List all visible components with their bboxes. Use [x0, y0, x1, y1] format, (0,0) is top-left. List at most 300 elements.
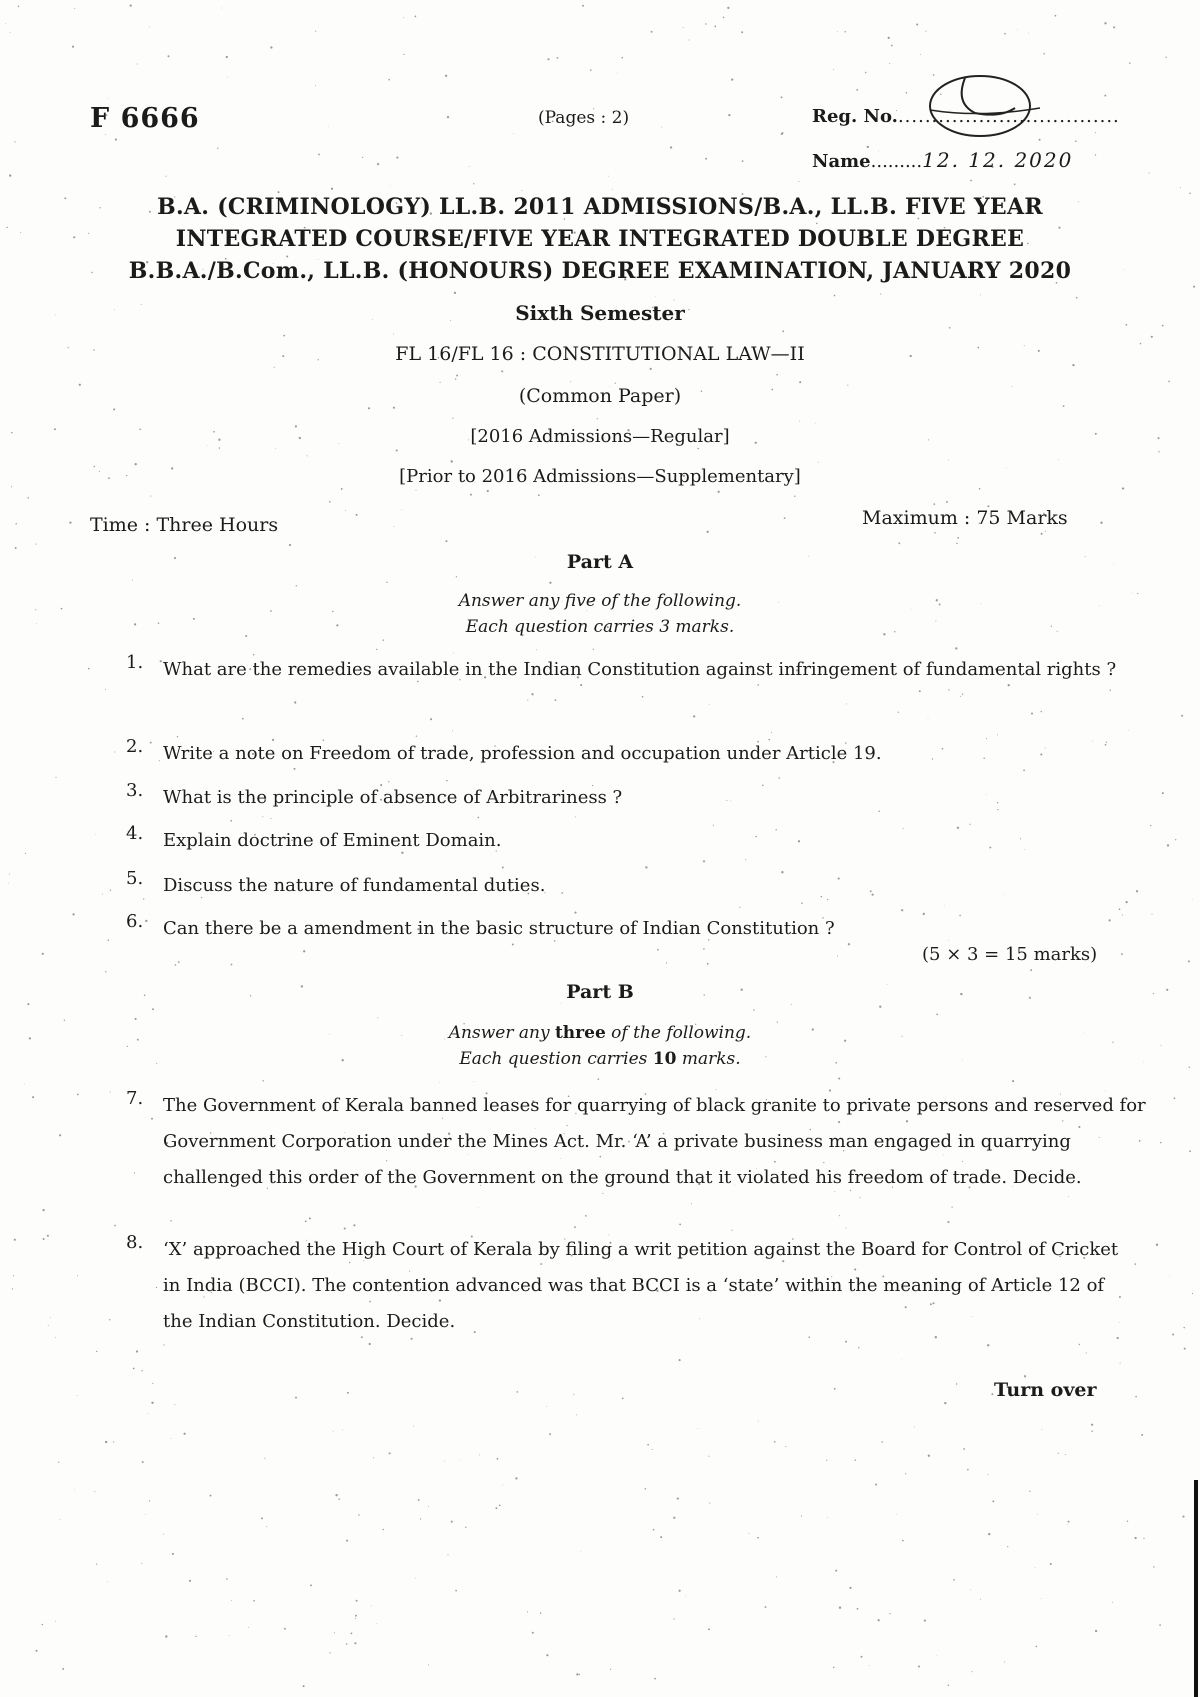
- speckle: [963, 1448, 965, 1450]
- speckle: [673, 1618, 674, 1619]
- speckle: [24, 1084, 25, 1085]
- speckle: [654, 1678, 656, 1680]
- speckle: [861, 1656, 863, 1658]
- speckle: [924, 1620, 926, 1622]
- speckle: [1172, 1334, 1174, 1336]
- speckle: [962, 694, 963, 695]
- speckle: [148, 1413, 149, 1414]
- speckle: [14, 1239, 16, 1241]
- speckle: [731, 78, 733, 80]
- speckle: [1167, 844, 1169, 846]
- speckle: [891, 45, 893, 47]
- speckle: [1017, 29, 1018, 30]
- speckle: [745, 859, 746, 860]
- speckle: [1193, 286, 1195, 288]
- speckle: [1169, 1275, 1170, 1276]
- speckle: [178, 961, 180, 963]
- speckle: [844, 31, 846, 33]
- speckle: [43, 1238, 45, 1240]
- speckle: [970, 180, 972, 182]
- speckle: [295, 1397, 297, 1399]
- speckle: [1156, 1244, 1158, 1246]
- speckle: [781, 96, 783, 98]
- speckle: [932, 758, 933, 759]
- speckle: [986, 794, 987, 795]
- speckle: [1036, 1646, 1038, 1648]
- speckle: [1181, 715, 1183, 717]
- speckle: [1058, 1453, 1059, 1454]
- speckle: [857, 1608, 859, 1610]
- speckle: [183, 1433, 185, 1435]
- speckle: [5, 23, 6, 24]
- speckle: [1160, 1142, 1161, 1143]
- speckle: [942, 748, 944, 750]
- speckle: [94, 1491, 95, 1492]
- speckle: [713, 825, 714, 826]
- speckle: [333, 1431, 334, 1432]
- exam-title-line-3: B.B.A./B.Com., LL.B. (HONOURS) DEGREE EXAMINATION, JANUARY 2020: [128, 258, 1072, 284]
- speckle: [1067, 1524, 1068, 1525]
- speckle: [135, 1018, 137, 1020]
- reg-no-label: Reg. No.: [812, 106, 898, 127]
- speckle: [143, 898, 144, 899]
- speckle: [685, 1596, 686, 1597]
- speckle: [1076, 297, 1078, 299]
- speckle: [1012, 1080, 1014, 1082]
- speckle: [798, 840, 800, 842]
- speckle: [691, 1203, 692, 1204]
- speckle: [1108, 919, 1110, 921]
- speckle: [1143, 1538, 1144, 1539]
- speckle: [709, 704, 710, 705]
- speckle: [1095, 132, 1096, 133]
- speckle: [1007, 1546, 1008, 1547]
- speckle: [1045, 748, 1046, 749]
- speckle: [983, 757, 985, 759]
- speckle: [622, 57, 624, 59]
- speckle: [928, 718, 929, 719]
- speckle: [992, 1500, 994, 1502]
- speckle: [95, 834, 96, 835]
- speckle: [74, 1489, 75, 1490]
- speckle: [413, 1426, 414, 1427]
- speckle: [277, 191, 279, 193]
- speckle: [762, 785, 764, 787]
- question-text: ‘X’ approached the High Court of Kerala by filing a writ petition against the Board for Control of Cricket in India (BCCI). The contention advanced was that BCCI is a ‘state’ within the meaning of Article 12 of the Indian Constitution. Decide.: [163, 1239, 1119, 1332]
- speckle: [653, 1529, 655, 1531]
- speckle: [18, 6, 19, 7]
- speckle: [130, 4, 132, 6]
- speckle: [73, 236, 75, 238]
- speckle: [1134, 1537, 1136, 1539]
- speckle: [971, 1671, 972, 1672]
- speckle: [714, 26, 716, 28]
- speckle: [815, 423, 816, 424]
- speckle: [1050, 1563, 1052, 1565]
- speckle: [217, 148, 218, 149]
- speckle: [1086, 1352, 1087, 1353]
- speckle: [1041, 533, 1043, 535]
- speckle: [77, 1395, 78, 1396]
- speckle: [858, 1347, 859, 1348]
- speckle: [765, 1606, 767, 1608]
- speckle: [371, 1605, 372, 1606]
- speckle: [515, 1477, 517, 1479]
- speckle: [846, 703, 847, 704]
- speckle: [1174, 1097, 1176, 1099]
- speckle: [708, 1628, 710, 1630]
- part-b-heading: Part B: [566, 981, 634, 1003]
- speckle: [175, 964, 177, 966]
- speckle: [275, 448, 276, 449]
- speckle: [105, 971, 106, 972]
- speckle: [353, 1224, 355, 1226]
- speckle: [109, 1319, 110, 1320]
- speckle: [748, 1533, 749, 1534]
- paper-code: F 6666: [90, 103, 200, 134]
- speckle: [242, 718, 244, 720]
- speckle: [997, 809, 998, 810]
- speckle: [388, 79, 390, 81]
- speckle: [345, 510, 346, 511]
- speckle: [673, 1517, 675, 1519]
- speckle: [1125, 901, 1127, 903]
- speckle: [358, 1514, 359, 1515]
- question-text: What are the remedies available in the Indian Constitution against infringement of fundamental rights ?: [163, 659, 1117, 680]
- speckle: [377, 1017, 378, 1018]
- speckle: [25, 853, 26, 854]
- speckle: [270, 46, 272, 48]
- speckle: [373, 1457, 374, 1458]
- speckle: [928, 1455, 930, 1457]
- speckle: [582, 5, 584, 7]
- speckle: [522, 190, 523, 191]
- speckle: [137, 64, 138, 65]
- question-number: 2.: [126, 736, 144, 757]
- speckle: [997, 802, 998, 803]
- speckle: [576, 1673, 578, 1675]
- speckle: [1043, 53, 1045, 55]
- speckle: [1079, 1344, 1080, 1345]
- speckle: [1106, 741, 1107, 742]
- speckle: [872, 894, 874, 896]
- speckle: [55, 777, 56, 778]
- speckle: [335, 1494, 337, 1496]
- speckle: [705, 23, 706, 24]
- question-text: The Government of Kerala banned leases for quarrying of black granite to private persons and reserved for Government Corporation under the Mines Act. Mr. ‘A’ a private business man engaged in quarrying challenged this order of the Government on the ground that it violated his freedom of trade. Decide.: [163, 1095, 1146, 1188]
- speckle: [62, 1668, 64, 1670]
- speckle: [452, 730, 453, 731]
- speckle: [731, 1230, 732, 1231]
- speckle: [1182, 1516, 1184, 1518]
- speckle: [1014, 183, 1016, 185]
- part-a-instruction-1: Answer any five of the following.: [458, 591, 742, 611]
- speckle: [821, 896, 823, 898]
- question-text: What is the principle of absence of Arbitrariness ?: [163, 787, 623, 808]
- speckle: [782, 132, 784, 134]
- speckle: [315, 31, 316, 32]
- speckle: [576, 1414, 577, 1415]
- speckle: [1068, 1521, 1070, 1523]
- speckle: [799, 381, 801, 383]
- speckle: [677, 1498, 679, 1500]
- speckle: [834, 295, 836, 297]
- speckle: [1175, 839, 1176, 840]
- speckle: [64, 1020, 65, 1021]
- speckle: [1149, 172, 1150, 173]
- speckle: [835, 1570, 837, 1572]
- speckle: [1092, 741, 1093, 742]
- speckle: [755, 836, 757, 838]
- speckle: [15, 523, 17, 525]
- speckle: [615, 382, 616, 383]
- speckle: [903, 828, 904, 829]
- turn-over: Turn over: [994, 1379, 1097, 1401]
- speckle: [1180, 187, 1181, 188]
- speckle: [678, 1590, 680, 1592]
- speckle: [13, 1275, 14, 1276]
- speckle: [1025, 849, 1026, 850]
- speckle: [655, 296, 656, 297]
- speckle: [839, 1215, 840, 1216]
- speckle: [1004, 1661, 1005, 1662]
- speckle: [1028, 33, 1029, 34]
- speckle: [901, 1360, 902, 1361]
- speckle: [1100, 522, 1102, 524]
- speckle: [110, 890, 111, 891]
- speckle: [445, 75, 447, 77]
- speckle: [283, 335, 285, 337]
- speckle: [305, 1220, 307, 1222]
- question-text: Can there be a amendment in the basic structure of Indian Constitution ?: [163, 918, 835, 939]
- speckle: [846, 1227, 847, 1228]
- speckle: [114, 751, 115, 752]
- speckle: [231, 964, 233, 966]
- speckle: [35, 544, 36, 545]
- speckle: [115, 139, 117, 141]
- speckle: [987, 1344, 989, 1346]
- speckle: [114, 1225, 116, 1227]
- speckle: [127, 1046, 128, 1047]
- speckle: [163, 1534, 164, 1535]
- speckle: [501, 370, 503, 372]
- speckle: [1136, 890, 1138, 892]
- speckle: [189, 1580, 191, 1582]
- speckle: [96, 1563, 97, 1564]
- speckle: [1189, 193, 1191, 195]
- speckle: [1124, 269, 1125, 270]
- speckle: [925, 31, 926, 32]
- speckle: [1075, 140, 1077, 142]
- speckle: [1031, 712, 1033, 714]
- speckle: [870, 890, 872, 892]
- speckle: [170, 1220, 171, 1221]
- speckle: [470, 494, 472, 496]
- speckle: [310, 1584, 312, 1586]
- speckle: [266, 1526, 267, 1527]
- speckle: [708, 1456, 709, 1457]
- speckle: [226, 1578, 228, 1580]
- question-number: 1.: [126, 652, 144, 673]
- speckle: [47, 1235, 49, 1237]
- time-allowed: Time : Three Hours: [90, 514, 279, 536]
- speckle: [307, 455, 308, 456]
- speckle: [980, 1599, 981, 1600]
- speckle: [440, 382, 441, 383]
- speckle: [133, 1368, 135, 1370]
- speckle: [610, 1669, 611, 1670]
- speckle: [651, 31, 653, 33]
- speckle: [888, 37, 890, 39]
- speckle: [77, 1094, 79, 1096]
- exam-title-line-2: INTEGRATED COURSE/FIVE YEAR INTEGRATED DOUBLE DEGREE: [175, 226, 1025, 252]
- question-number: 6.: [126, 911, 144, 932]
- speckle: [318, 154, 320, 156]
- speckle: [949, 327, 951, 329]
- speckle: [469, 166, 470, 167]
- question-number: 5.: [126, 868, 144, 889]
- speckle: [799, 421, 800, 422]
- speckle: [396, 449, 398, 451]
- speckle: [354, 1642, 356, 1644]
- speckle: [547, 58, 549, 60]
- speckle: [849, 1587, 851, 1589]
- speckle: [329, 1652, 330, 1653]
- speckle: [816, 223, 818, 225]
- speckle: [289, 544, 291, 546]
- speckle: [347, 1392, 349, 1394]
- speckle: [451, 1521, 453, 1523]
- speckle: [923, 913, 925, 915]
- speckle: [416, 490, 417, 491]
- speckle: [898, 712, 899, 713]
- speckle: [1020, 838, 1021, 839]
- speckle: [231, 1600, 232, 1601]
- speckle: [96, 1351, 97, 1352]
- speckle: [151, 1118, 153, 1120]
- speckle: [944, 1402, 946, 1404]
- speckle: [901, 909, 903, 911]
- speckle: [538, 494, 540, 496]
- speckle: [439, 1082, 440, 1083]
- speckle: [782, 330, 784, 332]
- speckle: [833, 69, 834, 70]
- speckle: [650, 368, 652, 370]
- speckle: [881, 1441, 883, 1443]
- speckle: [58, 1462, 59, 1463]
- speckle: [801, 902, 803, 904]
- speckle: [919, 690, 921, 692]
- speckle: [473, 1081, 474, 1082]
- speckle: [1112, 1602, 1113, 1603]
- speckle: [875, 1483, 877, 1485]
- speckle: [622, 1398, 624, 1400]
- speckle: [698, 1428, 699, 1429]
- speckle: [459, 1459, 460, 1460]
- speckle: [726, 800, 727, 801]
- speckle: [152, 1008, 154, 1010]
- speckle: [152, 1383, 153, 1384]
- speckle: [368, 407, 370, 409]
- speckle: [91, 272, 92, 273]
- speckle: [617, 73, 618, 74]
- speckle: [574, 1226, 576, 1228]
- speckle: [402, 509, 403, 510]
- speckle: [1183, 1327, 1184, 1328]
- paper-title: FL 16/FL 16 : CONSTITUTIONAL LAW—II: [395, 343, 805, 365]
- question-number: 8.: [126, 1232, 144, 1253]
- speckle: [329, 501, 331, 503]
- speckle: [274, 367, 275, 368]
- speckle: [1024, 1375, 1026, 1377]
- speckle: [855, 1459, 857, 1461]
- speckle: [1192, 1293, 1193, 1294]
- speckle: [1192, 899, 1193, 900]
- admissions-regular: [2016 Admissions—Regular]: [470, 426, 730, 447]
- speckle: [451, 460, 453, 462]
- speckle: [42, 1209, 44, 1211]
- speckle: [827, 1517, 828, 1518]
- speckle: [902, 1540, 904, 1542]
- speckle: [72, 913, 74, 915]
- speckle: [253, 1600, 255, 1602]
- speckle: [798, 181, 799, 182]
- speckle: [284, 1628, 286, 1630]
- handwritten-date: 12. 12. 2020: [922, 148, 1074, 172]
- speckle: [32, 1096, 34, 1098]
- speckle: [55, 1337, 56, 1338]
- speckle: [657, 949, 659, 951]
- speckle: [969, 824, 970, 825]
- common-paper: (Common Paper): [518, 385, 682, 407]
- speckle: [72, 46, 74, 48]
- speckle: [1122, 487, 1124, 489]
- speckle: [428, 1506, 429, 1507]
- speckle: [36, 1650, 38, 1652]
- speckle: [42, 1624, 44, 1626]
- speckle: [168, 55, 170, 57]
- speckle: [428, 1664, 429, 1665]
- speckle: [1119, 908, 1121, 910]
- speckle: [454, 292, 456, 294]
- speckle: [549, 1433, 551, 1435]
- speckle: [108, 98, 109, 99]
- speckle: [145, 1514, 146, 1515]
- speckle: [953, 1579, 955, 1581]
- speckle: [132, 580, 133, 581]
- speckle: [936, 1014, 938, 1016]
- speckle: [955, 647, 957, 649]
- speckle: [1141, 1434, 1143, 1436]
- speckle: [303, 950, 305, 952]
- speckle: [248, 1627, 249, 1628]
- speckle: [944, 905, 945, 906]
- speckle: [683, 27, 684, 28]
- speckle: [210, 1495, 212, 1497]
- speckle: [389, 1452, 391, 1454]
- reg-no-field: Reg. No..................................: [812, 106, 1120, 127]
- name-field: Name.........12. 12. 2020: [812, 148, 1074, 172]
- speckle: [465, 1527, 466, 1528]
- speckle: [1162, 792, 1164, 794]
- speckle: [527, 1611, 528, 1612]
- speckle: [88, 233, 89, 234]
- speckle: [497, 1458, 499, 1460]
- speckle: [377, 163, 379, 165]
- speckle: [579, 1674, 580, 1675]
- speckle: [703, 948, 705, 950]
- speckle: [420, 1518, 421, 1519]
